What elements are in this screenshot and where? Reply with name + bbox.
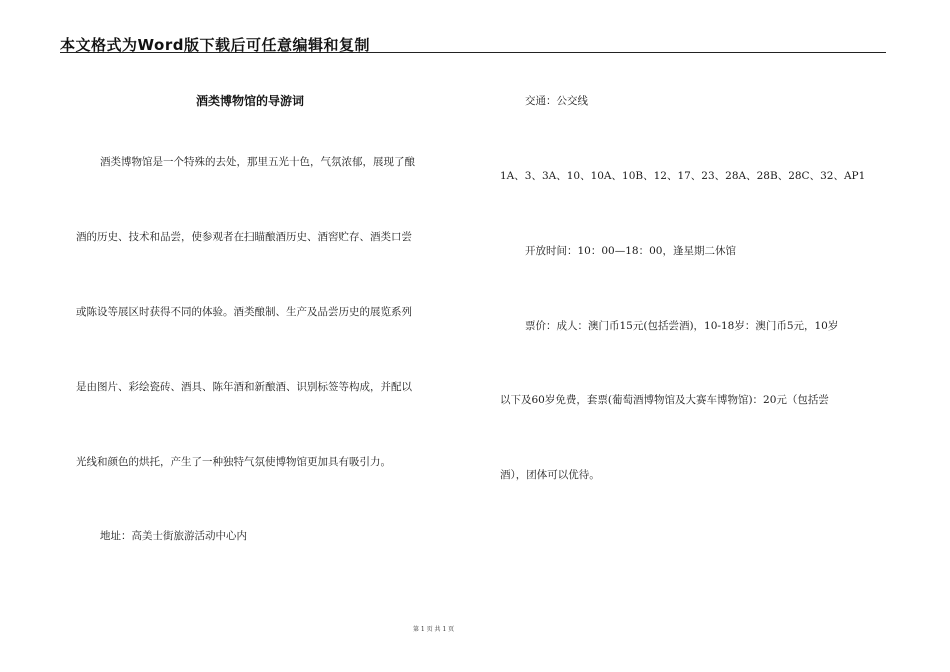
page-header-text: 本文格式为Word版下载后可任意编辑和复制 <box>60 36 370 54</box>
page-number: 第 1 页 共 1 页 <box>413 626 455 633</box>
opening-hours-line: 开放时间：10：00—18：00，逢星期二休馆 <box>525 245 736 257</box>
document-title: 酒类博物馆的导游词 <box>196 94 305 108</box>
paragraph-line: 或陈设等展区时获得不同的体验。酒类酿制、生产及品尝历史的展览系列 <box>76 306 412 318</box>
bus-routes-line: 1A、3、3A、10、10A、10B、12、17、23、28A、28B、28C、32、AP1 <box>500 170 866 182</box>
ticket-price-line: 票价：成人：澳门币15元(包括尝酒)，10-18岁：澳门币5元，10岁 <box>525 320 839 332</box>
ticket-price-line: 酒），团体可以优待。 <box>500 469 600 481</box>
paragraph-line: 酒的历史、技术和品尝，使参观者在扫瞄酿酒历史、酒窖贮存、酒类口尝 <box>76 231 412 243</box>
header-divider <box>60 52 886 53</box>
transport-line: 交通：公交线 <box>525 95 588 107</box>
paragraph-line: 光线和颜色的烘托，产生了一种独特气氛使博物馆更加具有吸引力。 <box>76 456 391 468</box>
paragraph-line: 是由图片、彩绘瓷砖、酒具、陈年酒和新酿酒、识别标签等构成，并配以 <box>76 381 412 393</box>
paragraph-line: 酒类博物馆是一个特殊的去处，那里五光十色，气氛浓郁，展现了酿 <box>100 156 415 168</box>
ticket-price-line: 以下及60岁免费，套票(葡萄酒博物馆及大赛车博物馆)：20元（包括尝 <box>500 394 829 406</box>
address-line: 地址：高美士街旅游活动中心内 <box>100 530 247 542</box>
